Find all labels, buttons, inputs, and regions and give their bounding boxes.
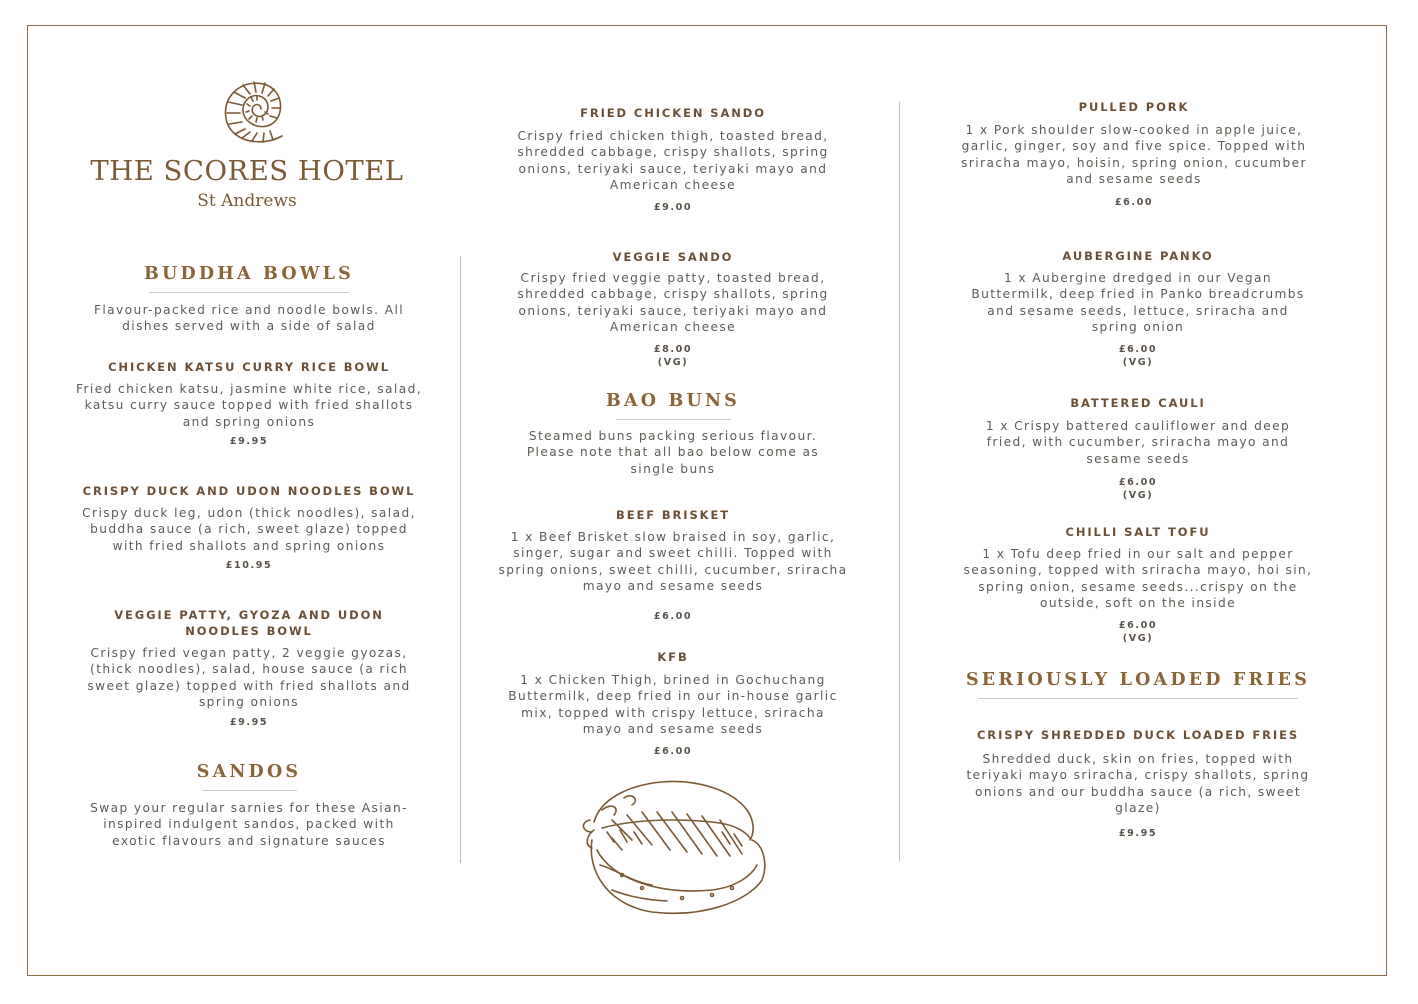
ammonite-shell-icon [212, 70, 294, 146]
vegan-tag: (VG) [1122, 490, 1154, 502]
menu-item-kfb [505, 649, 841, 758]
hotel-location: St Andrews [197, 191, 297, 211]
item-name: PULLED PORK [1078, 100, 1190, 114]
section-divider [978, 698, 1298, 699]
item-price: £6.00 [653, 610, 693, 622]
item-description: Crispy fried chicken thigh, toasted bread, shredded cabbage, crispy shallots, spring onions, teriyaki sauce, teriyaki mayo and American cheese [517, 129, 829, 193]
vegan-tag: (VG) [657, 356, 689, 368]
column-divider-right [899, 102, 900, 861]
item-name: CRISPY DUCK AND UDON NOODLES BOWL [82, 484, 416, 498]
section-intro-sandos: Swap your regular sarnies for these Asian-inspired indulgent sandos, packed with exotic flavours and signature sauces [90, 801, 408, 848]
item-description: Crispy duck leg, udon (thick noodles), salad, buddha sauce (a rich, sweet glaze) topped with fried shallots and spring onions [82, 506, 416, 553]
menu-item-chicken-katsu [75, 359, 423, 448]
item-price: £6.00 [653, 745, 693, 757]
item-name: CRISPY SHREDDED DUCK LOADED FRIES [976, 728, 1300, 742]
sando-sandwich-illustration-icon [572, 770, 772, 920]
vegan-tag: (VG) [1122, 632, 1154, 644]
menu-item-chilli-salt-tofu [960, 524, 1316, 645]
menu-item-pulled-pork [955, 99, 1313, 209]
item-name: AUBERGINE PANKO [1062, 249, 1214, 263]
section-intro-bao-buns: Steamed buns packing serious flavour. Please note that all bao below come as single buns [526, 429, 820, 476]
item-price: £9.95 [229, 436, 269, 448]
menu-item-fried-chicken-sando [500, 105, 846, 214]
item-name: BATTERED CAULI [1070, 396, 1206, 410]
section-title-buddha-bowls: BUDDHA BOWLS [144, 264, 354, 284]
hotel-name: THE SCORES HOTEL [90, 155, 404, 187]
section-divider [616, 419, 731, 420]
menu-item-crispy-duck [75, 483, 423, 572]
item-price: £9.95 [1118, 827, 1158, 839]
vegan-tag: (VG) [1122, 356, 1154, 368]
section-title-bao-buns: BAO BUNS [606, 391, 740, 411]
item-description: Crispy fried vegan patty, 2 veggie gyozas, (thick noodles), salad, house sauce (a rich sweet glaze) topped with fried shallots and spring onions [87, 646, 411, 710]
item-name: CHILLI SALT TOFU [1065, 525, 1211, 539]
menu-item-veggie-patty [85, 607, 413, 729]
section-title-loaded-fries: SERIOUSLY LOADED FRIES [965, 670, 1311, 690]
menu-item-aubergine-panko [962, 248, 1314, 369]
item-description: Crispy fried veggie patty, toasted bread, shredded cabbage, crispy shallots, spring onions, teriyaki sauce, teriyaki mayo and American cheese [517, 271, 829, 335]
item-price: £9.00 [653, 201, 693, 213]
item-price: £6.00 [1118, 619, 1158, 631]
menu-item-beef-brisket [495, 507, 851, 623]
item-description: 1 x Pork shoulder slow-cooked in apple juice, garlic, ginger, soy and five spice. Topped with sriracha mayo, hoisin, spring onion, cucumber and sesame seeds [961, 123, 1307, 187]
menu-item-veggie-sando [500, 249, 846, 369]
section-divider [202, 790, 297, 791]
column-divider-left [460, 256, 461, 863]
menu-item-duck-loaded-fries [960, 727, 1316, 840]
item-price: £10.95 [225, 560, 273, 572]
item-price: £8.00 [653, 343, 693, 355]
section-title-sandos: SANDOS [196, 762, 302, 782]
item-description: 1 x Tofu deep fried in our salt and pepper seasoning, topped with sriracha mayo, hoi sin, spring onion, sesame seeds...crispy on the outside, soft on the inside [963, 547, 1313, 611]
item-description: Fried chicken katsu, jasmine white rice, salad, katsu curry sauce topped with fried shallots and spring onions [76, 382, 422, 429]
item-price: £9.95 [229, 716, 269, 728]
menu-item-battered-cauli [965, 395, 1311, 502]
section-intro-buddha-bowls: Flavour-packed rice and noodle bowls. All dishes served with a side of salad [93, 303, 405, 334]
item-description: 1 x Beef Brisket slow braised in soy, garlic, singer, sugar and sweet chilli. Topped with spring onions, sweet chilli, cucumber, sriracha mayo and sesame seeds [498, 530, 848, 594]
item-price: £6.00 [1118, 343, 1158, 355]
section-divider [149, 292, 349, 293]
item-name: BEEF BRISKET [616, 508, 730, 522]
item-description: Shredded duck, skin on fries, topped with teriyaki mayo sriracha, crispy shallots, spring onions and our buddha sauce (a rich, sweet glaze) [966, 752, 1310, 816]
item-description: 1 x Crispy battered cauliflower and deep fried, with cucumber, sriracha mayo and sesame seeds [985, 419, 1291, 466]
item-description: 1 x Aubergine dredged in our Vegan Buttermilk, deep fried in Panko breadcrumbs and sesame seeds, lettuce, sriracha and spring onion [971, 271, 1305, 335]
item-name: VEGGIE SANDO [612, 250, 734, 264]
item-price: £6.00 [1118, 477, 1158, 489]
item-price: £6.00 [1114, 196, 1154, 208]
item-name: KFB [657, 650, 689, 664]
item-description: 1 x Chicken Thigh, brined in Gochuchang Buttermilk, deep fried in our in-house garlic mix, topped with crispy lettuce, sriracha mayo and sesame seeds [508, 673, 838, 737]
item-name: FRIED CHICKEN SANDO [580, 106, 766, 120]
item-name: CHICKEN KATSU CURRY RICE BOWL [108, 360, 390, 374]
item-name: VEGGIE PATTY, GYOZA AND UDON NOODLES BOWL [114, 608, 384, 638]
